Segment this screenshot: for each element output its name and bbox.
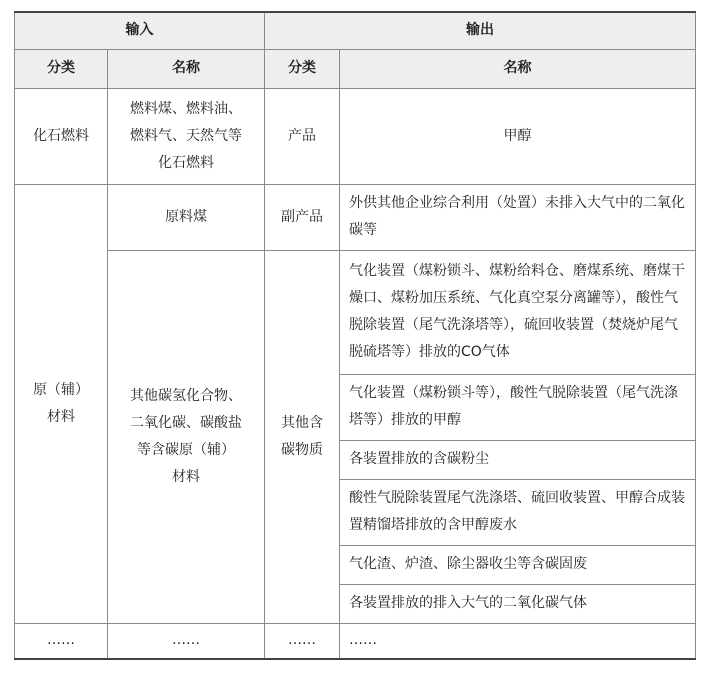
other-carbon-material-line: 二氧化碳、碳酸盐 <box>130 414 242 431</box>
subheader-output-category: 分类 <box>265 49 340 88</box>
other-carbon-material-name <box>108 250 265 623</box>
fossil-fuel-category: 化石燃料 <box>15 88 108 184</box>
subheader-input-name: 名称 <box>108 49 265 88</box>
other-carbon-substance-category <box>265 250 340 623</box>
fossil-fuel-name-line: 燃料气、天然气等 <box>130 127 242 144</box>
raw-material-category-line: 原（辅） <box>33 381 89 398</box>
product-name: 甲醇 <box>340 88 696 184</box>
byproduct-category: 副产品 <box>265 184 340 250</box>
other-carbon-material-line: 等含碳原（辅） <box>137 441 235 458</box>
output-item-methanol-wastewater: 酸性气脱除装置尾气洗涤塔、硫回收装置、甲醇合成装置精馏塔排放的含甲醇废水 <box>340 479 696 545</box>
subheader-output-name: 名称 <box>340 49 696 88</box>
fossil-fuel-name-line: 化石燃料 <box>158 154 214 171</box>
header-output: 输出 <box>265 12 696 49</box>
other-carbon-substance-line: 碳物质 <box>281 441 323 458</box>
fossil-fuel-name <box>108 88 265 184</box>
fossil-fuel-name-line: 燃料煤、燃料油、 <box>130 100 242 117</box>
byproduct-name: 外供其他企业综合利用（处置）未排入大气中的二氧化碳等 <box>340 184 696 250</box>
raw-material-category <box>15 184 108 623</box>
other-carbon-material-line: 材料 <box>172 468 200 485</box>
ellipsis-cell: …… <box>340 623 696 659</box>
subheader-input-category: 分类 <box>15 49 108 88</box>
ellipsis-cell: …… <box>108 623 265 659</box>
input-output-table <box>14 11 696 660</box>
output-item-methanol: 气化装置（煤粉锁斗等），酸性气脱除装置（尾气洗涤塔等）排放的甲醇 <box>340 374 696 440</box>
other-carbon-substance-line: 其他含 <box>281 414 323 431</box>
ellipsis-cell: …… <box>265 623 340 659</box>
output-item-carbon-dust: 各装置排放的含碳粉尘 <box>340 440 696 479</box>
product-category: 产品 <box>265 88 340 184</box>
output-item-co-gas: 气化装置（煤粉锁斗、煤粉给料仓、磨煤系统、磨煤干燥口、煤粉加压系统、气化真空泵分离罐等），酸性气脱除装置（尾气洗涤塔等），硫回收装置（焚烧炉尾气脱硫塔等）排放的CO气体 <box>340 250 696 374</box>
raw-coal-name: 原料煤 <box>108 184 265 250</box>
header-input: 输入 <box>15 12 265 49</box>
other-carbon-material-line: 其他碳氢化合物、 <box>130 387 242 404</box>
output-item-solid-waste: 气化渣、炉渣、除尘器收尘等含碳固废 <box>340 545 696 584</box>
output-item-co2-gas: 各装置排放的排入大气的二氧化碳气体 <box>340 584 696 623</box>
ellipsis-cell: …… <box>15 623 108 659</box>
raw-material-category-line: 材料 <box>47 408 75 425</box>
